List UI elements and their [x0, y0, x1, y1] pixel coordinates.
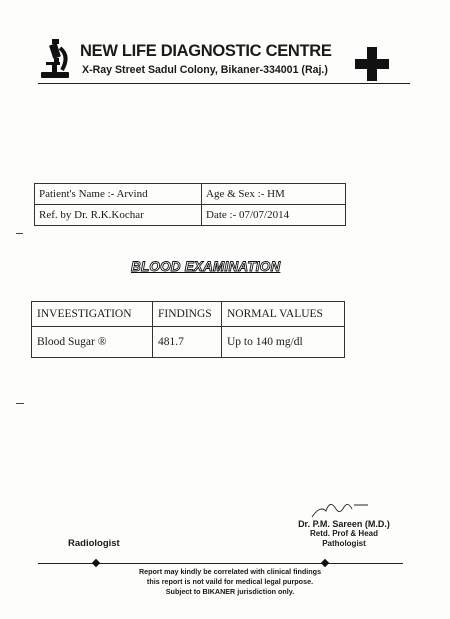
footer-line: this report is not vaild for medical legal purpose. [146, 577, 314, 586]
normal-value-cell: Up to 140 mg/dl [222, 327, 345, 358]
footer-line: Subject to BIKANER jurisdiction only. [165, 587, 295, 596]
column-header: FINDINGS [153, 302, 222, 327]
header-divider [38, 83, 410, 84]
microscope-icon [38, 38, 72, 80]
signature-scribble [310, 497, 370, 519]
diamond-icon [92, 559, 100, 567]
medical-cross-icon [355, 47, 389, 81]
pathologist-name: Dr. P.M. Sareen (M.D.) [298, 519, 390, 529]
column-header: INVEESTIGATION [32, 302, 153, 327]
diamond-icon [321, 559, 329, 567]
results-table [31, 301, 345, 358]
radiologist-label: Radiologist [68, 538, 120, 549]
table-row [32, 327, 345, 358]
pathologist-title: Retd. Prof & Head [309, 529, 378, 538]
report-date: Date :- 07/07/2014 [202, 205, 346, 226]
patient-info-table [34, 183, 346, 226]
margin-mark [16, 403, 24, 404]
lab-address: X-Ray Street Sadul Colony, Bikaner-334001 (Raj.) [82, 64, 328, 76]
pathologist-role: Pathologist [322, 539, 366, 548]
margin-mark [16, 233, 23, 234]
column-header: NORMAL VALUES [222, 302, 345, 327]
footer-disclaimer [95, 567, 365, 597]
referred-by: Ref. by Dr. R.K.Kochar [35, 205, 202, 226]
pathologist-block [294, 519, 394, 549]
investigation-cell: Blood Sugar ® [32, 327, 153, 358]
age-sex: Age & Sex :- HM [202, 184, 346, 205]
exam-title: BLOOD EXAMINATION [131, 259, 281, 274]
finding-cell: 481.7 [153, 327, 222, 358]
lab-name: NEW LIFE DIAGNOSTIC CENTRE [80, 42, 332, 60]
patient-name: Patient's Name :- Arvind [35, 184, 202, 205]
footer-line: Report may kindly be correlated with clinical findings [138, 567, 322, 576]
